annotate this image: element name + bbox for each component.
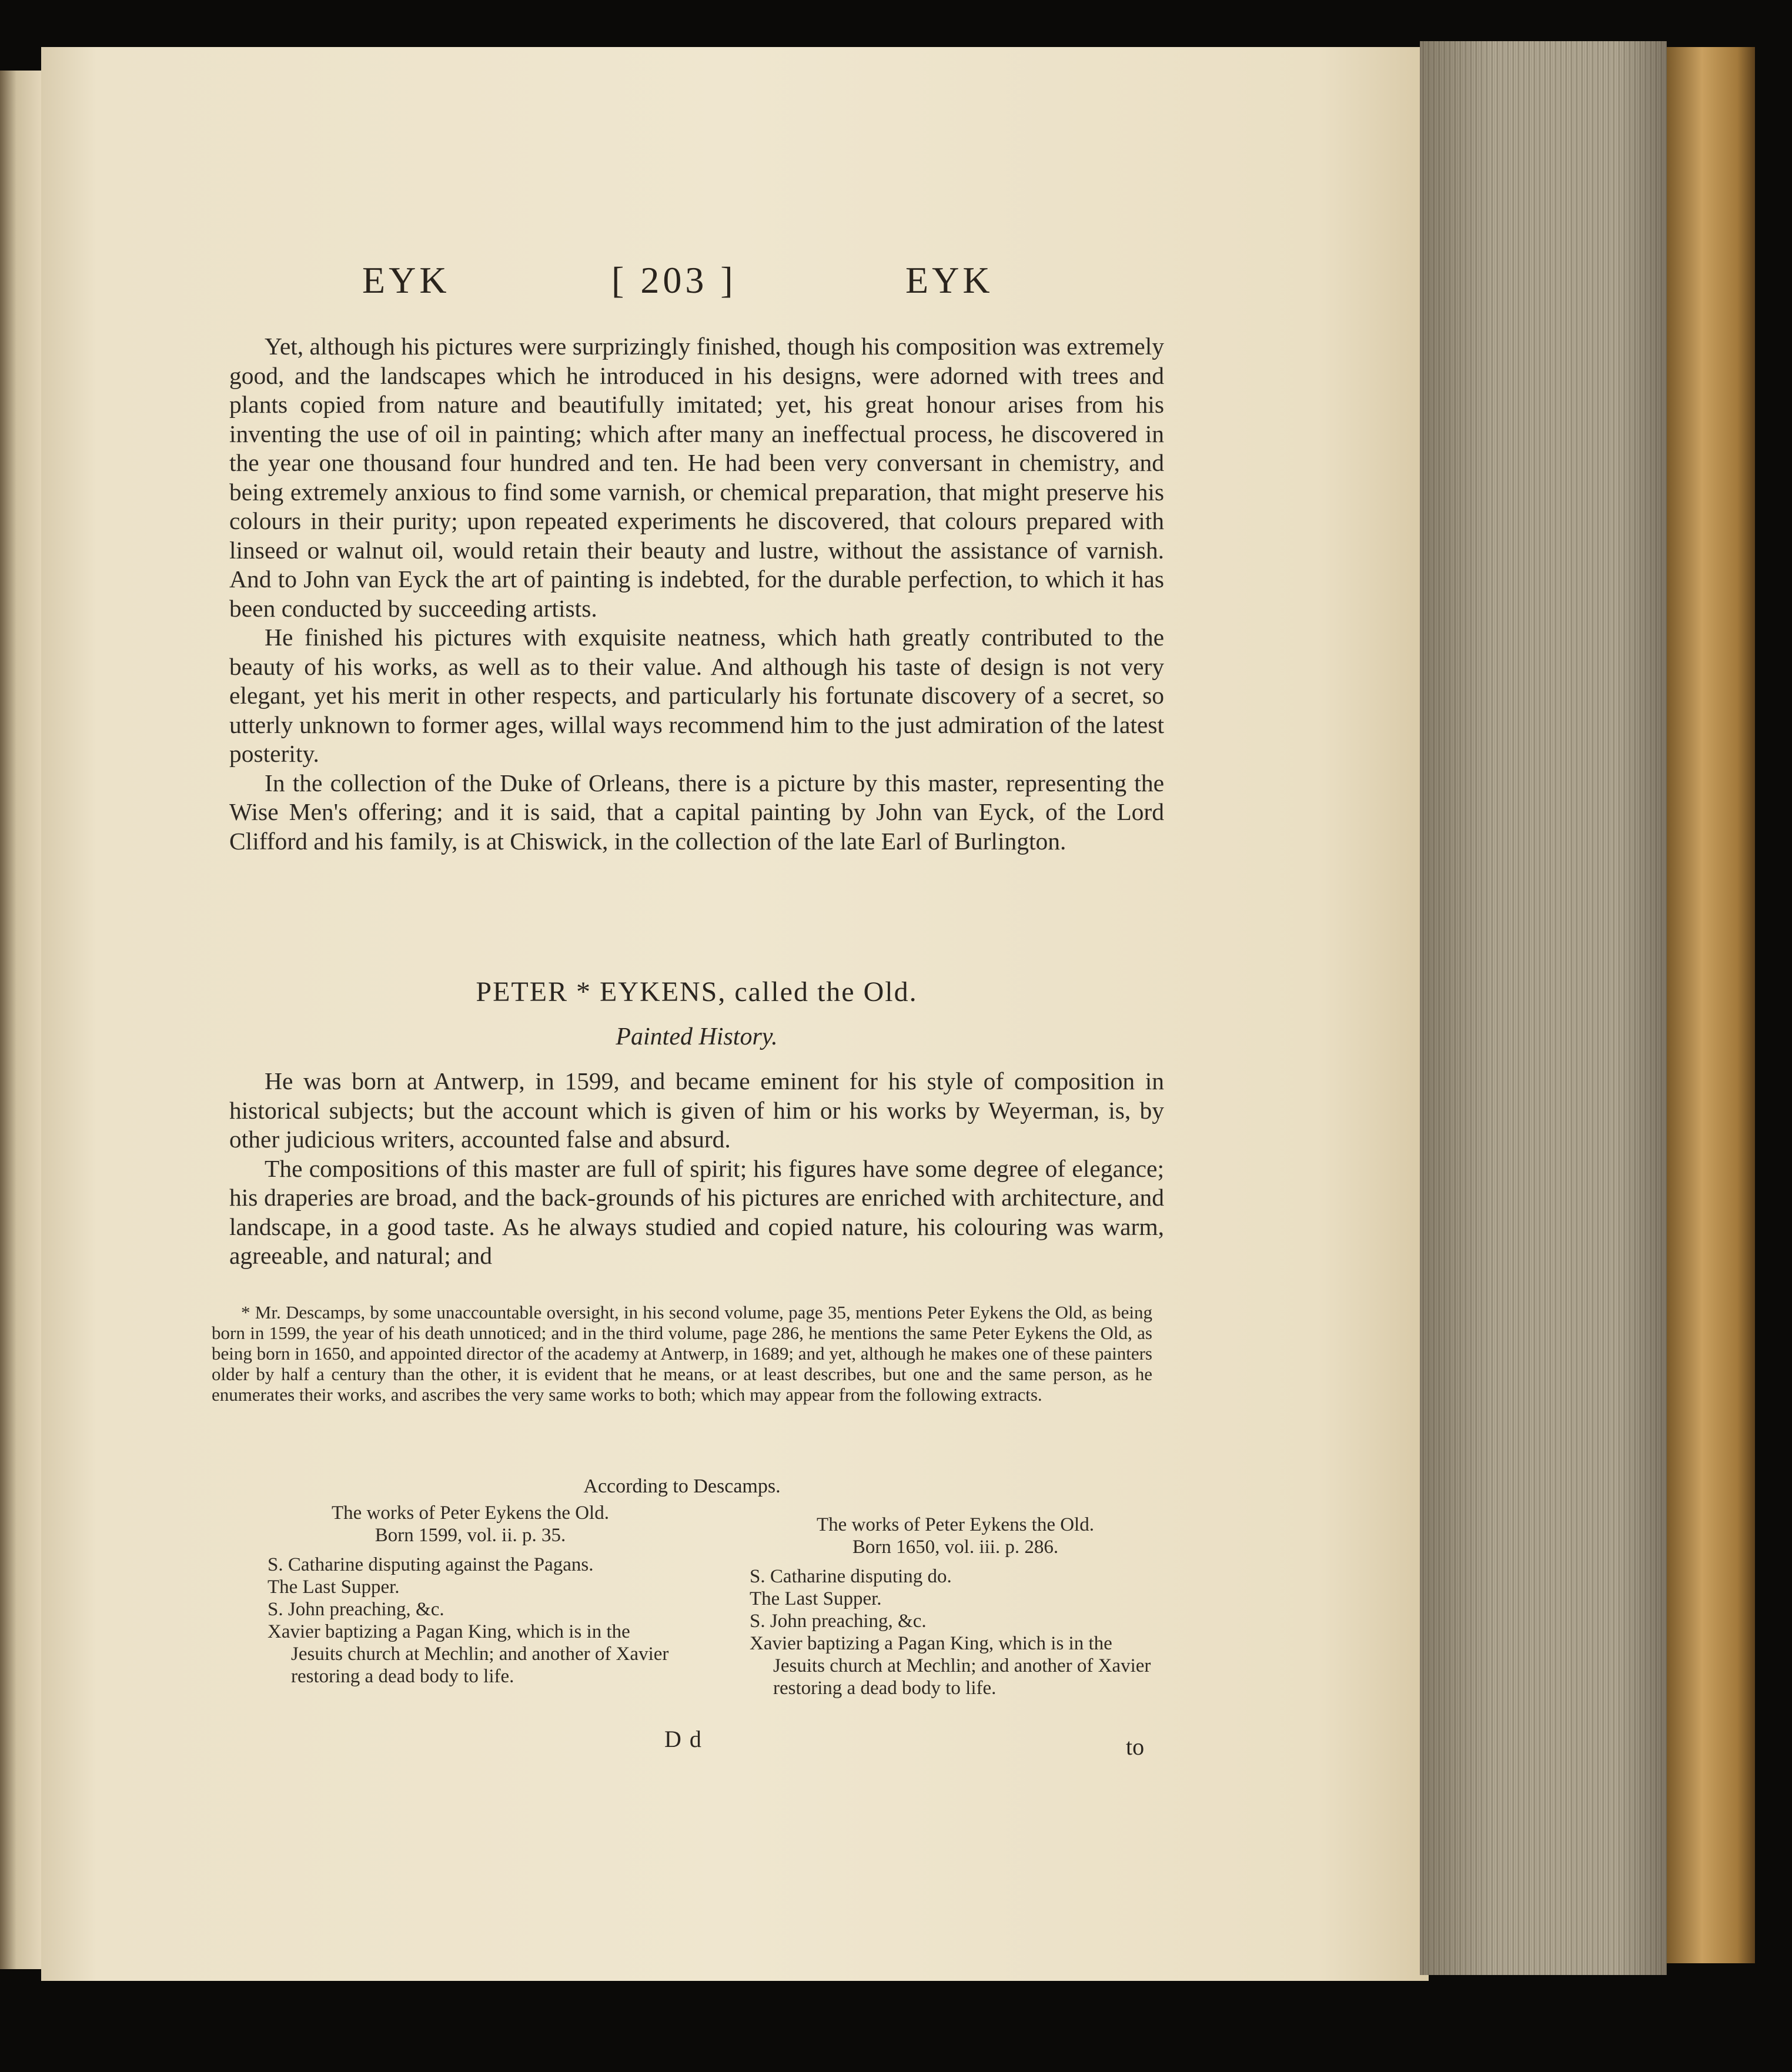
list-item: The Last Supper.: [750, 1588, 882, 1609]
works-list-title: The works of Peter Eykens the Old.: [817, 1514, 1094, 1535]
catchword: to: [1126, 1733, 1145, 1760]
body-text-eykens: [229, 1067, 1164, 1271]
footnote-text: * Mr. Descamps, by some unaccountable oversight, in his second volume, page 35, mentions Peter Eykens the Old, as being born in 1599, the year of his death unnoticed; and in the third volume, page 286, he mentions the same Peter Eykens the Old, as being born in 1650, and appointed director of the academy at Antwerp, in 1689; and yet, although he makes one of these painters older by half a century than the other, it is evident that he means, or at least describes, but one and the same person, as he enumerates their works, and ascribes the very same works to both; which may appear from the following extracts.: [212, 1302, 1152, 1405]
list-item: Xavier baptizing a Pagan King, which is in the Jesuits church at Mechlin; and another of Xavier restoring a dead body to life.: [750, 1633, 1151, 1699]
list-item: S. Catharine disputing against the Pagans.: [268, 1554, 594, 1575]
list-item: Xavier baptizing a Pagan King, which is in the Jesuits church at Mechlin; and another of Xavier restoring a dead body to life.: [268, 1621, 669, 1687]
list-item: S. John preaching, &c.: [750, 1611, 927, 1632]
works-list-born: Born 1599, vol. ii. p. 35.: [375, 1525, 566, 1546]
paragraph: The compositions of this master are full of spirit; his figures have some degree of elegance; his draperies are broad, and the back-grounds of his pictures are enriched with architecture, and landscape, in a good taste. As he always studied and copied nature, his colouring was warm, agreeable, and natural; and: [229, 1154, 1164, 1269]
works-list-right: [750, 1514, 1161, 1699]
running-head-right: EYK: [905, 259, 994, 301]
paragraph: He was born at Antwerp, in 1599, and became eminent for his style of composition in historical subjects; but the account which is given of him or his works by Weyerman, is, by other judicious writers, accounted false and absurd.: [229, 1067, 1164, 1153]
page-block-shading: [1420, 41, 1667, 1975]
paragraph: In the collection of the Duke of Orleans, there is a picture by this master, representing the Wise Men's offering; and it is said, that a capital painting by John van Eyck, of the Lord Clifford and his family, is at Chiswick, in the collection of the late Earl of Burlington.: [229, 769, 1164, 855]
works-list-born: Born 1650, vol. iii. p. 286.: [852, 1537, 1059, 1558]
works-list-title: The works of Peter Eykens the Old.: [332, 1502, 609, 1524]
body-text-eyck: [229, 332, 1164, 856]
section-heading: PETER * EYKENS, called the Old.: [476, 976, 918, 1007]
book-cover-board: [1667, 47, 1755, 1963]
works-list-left: [268, 1502, 673, 1688]
list-item: S. John preaching, &c.: [268, 1599, 444, 1620]
comparison-heading: According to Descamps.: [583, 1475, 781, 1497]
running-head-left: EYK: [362, 259, 450, 301]
paragraph: Yet, although his pictures were surprizingly finished, though his composition was extremely good, and the landscapes which he introduced in his designs, were adorned with trees and plants copied from nature and beautifully imitated; yet, his great honour arises from his inventing the use of oil in painting; which after many an ineffectual process, he discovered in the year one thousand four hundred and ten. He had been very conversant in chemistry, and being extremely anxious to find some varnish, or chemical preparation, that might preserve his colours in their purity; upon repeated experiments he discovered, that colours prepared with linseed or walnut oil, would retain their beauty and lustre, without the assistance of varnish. And to John van Eyck the art of painting is indebted, for the durable perfection, to which it has been conducted by succeeding artists.: [229, 333, 1164, 622]
list-item: The Last Supper.: [268, 1576, 400, 1598]
signature-mark: Dd: [664, 1726, 710, 1752]
list-item: S. Catharine disputing do.: [750, 1566, 952, 1587]
running-head: [341, 259, 1047, 312]
section-subheading: Painted History.: [616, 1023, 778, 1050]
footnote: [212, 1302, 1152, 1405]
facing-page-edge: [0, 71, 41, 1969]
page-number: [ 203 ]: [611, 259, 737, 301]
paragraph: He finished his pictures with exquisite neatness, which hath greatly contributed to the beauty of his works, as well as to their value. And although his taste of design is not very elegant, yet his merit in other respects, and particularly his fortunate discovery of a secret, so utterly unknown to former ages, willal ways recommend him to the just admiration of the latest posterity.: [229, 624, 1164, 767]
